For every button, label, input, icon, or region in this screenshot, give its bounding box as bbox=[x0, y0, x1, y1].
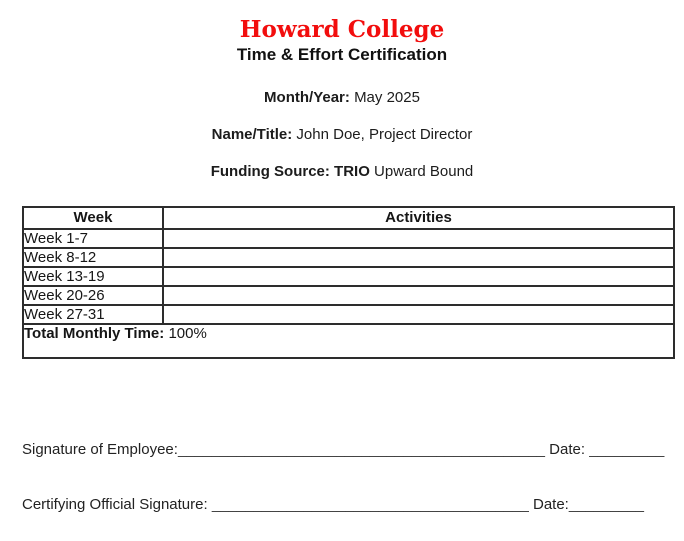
week-cell: Week 13-19 bbox=[23, 267, 163, 286]
funding-source-label: Funding Source: TRIO bbox=[210, 163, 370, 180]
activity-cell[interactable] bbox=[163, 267, 674, 286]
month-year-value: May 2025 bbox=[354, 89, 420, 106]
week-cell: Week 1-7 bbox=[23, 229, 163, 248]
activity-cell[interactable] bbox=[163, 229, 674, 248]
activity-cell[interactable] bbox=[163, 286, 674, 305]
table-row bbox=[23, 286, 674, 305]
time-effort-table bbox=[22, 206, 675, 359]
employee-signature-label: Signature of Employee: bbox=[22, 441, 178, 458]
total-monthly-time-label: Total Monthly Time: bbox=[24, 325, 165, 342]
college-name-title: Howard College bbox=[239, 16, 445, 43]
name-title-line bbox=[0, 127, 684, 143]
table-header-row bbox=[23, 207, 674, 229]
name-title-value: John Doe, Project Director bbox=[296, 126, 473, 143]
funding-source-line bbox=[0, 164, 684, 180]
official-signature-blank: ______________________________________ bbox=[211, 496, 529, 513]
week-cell: Week 27-31 bbox=[23, 305, 163, 324]
employee-date-blank: _________ bbox=[589, 441, 665, 458]
total-monthly-time-value: 100% bbox=[168, 325, 207, 342]
table-row bbox=[23, 229, 674, 248]
month-year-line bbox=[0, 90, 684, 106]
employee-date-label: Date: bbox=[549, 441, 586, 458]
activity-cell[interactable] bbox=[163, 305, 674, 324]
official-signature-line bbox=[22, 496, 684, 514]
form-title: Time & Effort Certification bbox=[236, 45, 448, 64]
table-row bbox=[23, 248, 674, 267]
activity-cell[interactable] bbox=[163, 248, 674, 267]
month-year-label: Month/Year: bbox=[264, 89, 350, 106]
activities-column-header: Activities bbox=[163, 207, 674, 229]
week-cell: Week 20-26 bbox=[23, 286, 163, 305]
employee-signature-line bbox=[22, 441, 684, 459]
name-title-label: Name/Title: bbox=[211, 126, 293, 143]
total-monthly-time-cell bbox=[23, 324, 674, 358]
table-row bbox=[23, 267, 674, 286]
employee-signature-blank: ____________________________________________ bbox=[177, 441, 545, 458]
week-cell: Week 8-12 bbox=[23, 248, 163, 267]
official-date-label: Date: bbox=[533, 496, 569, 513]
official-date-blank: _________ bbox=[568, 496, 644, 513]
funding-source-value: Upward Bound bbox=[374, 163, 474, 180]
week-column-header: Week bbox=[23, 207, 163, 229]
total-row bbox=[23, 324, 674, 358]
table-row bbox=[23, 305, 674, 324]
official-signature-label: Certifying Official Signature: bbox=[22, 496, 208, 513]
